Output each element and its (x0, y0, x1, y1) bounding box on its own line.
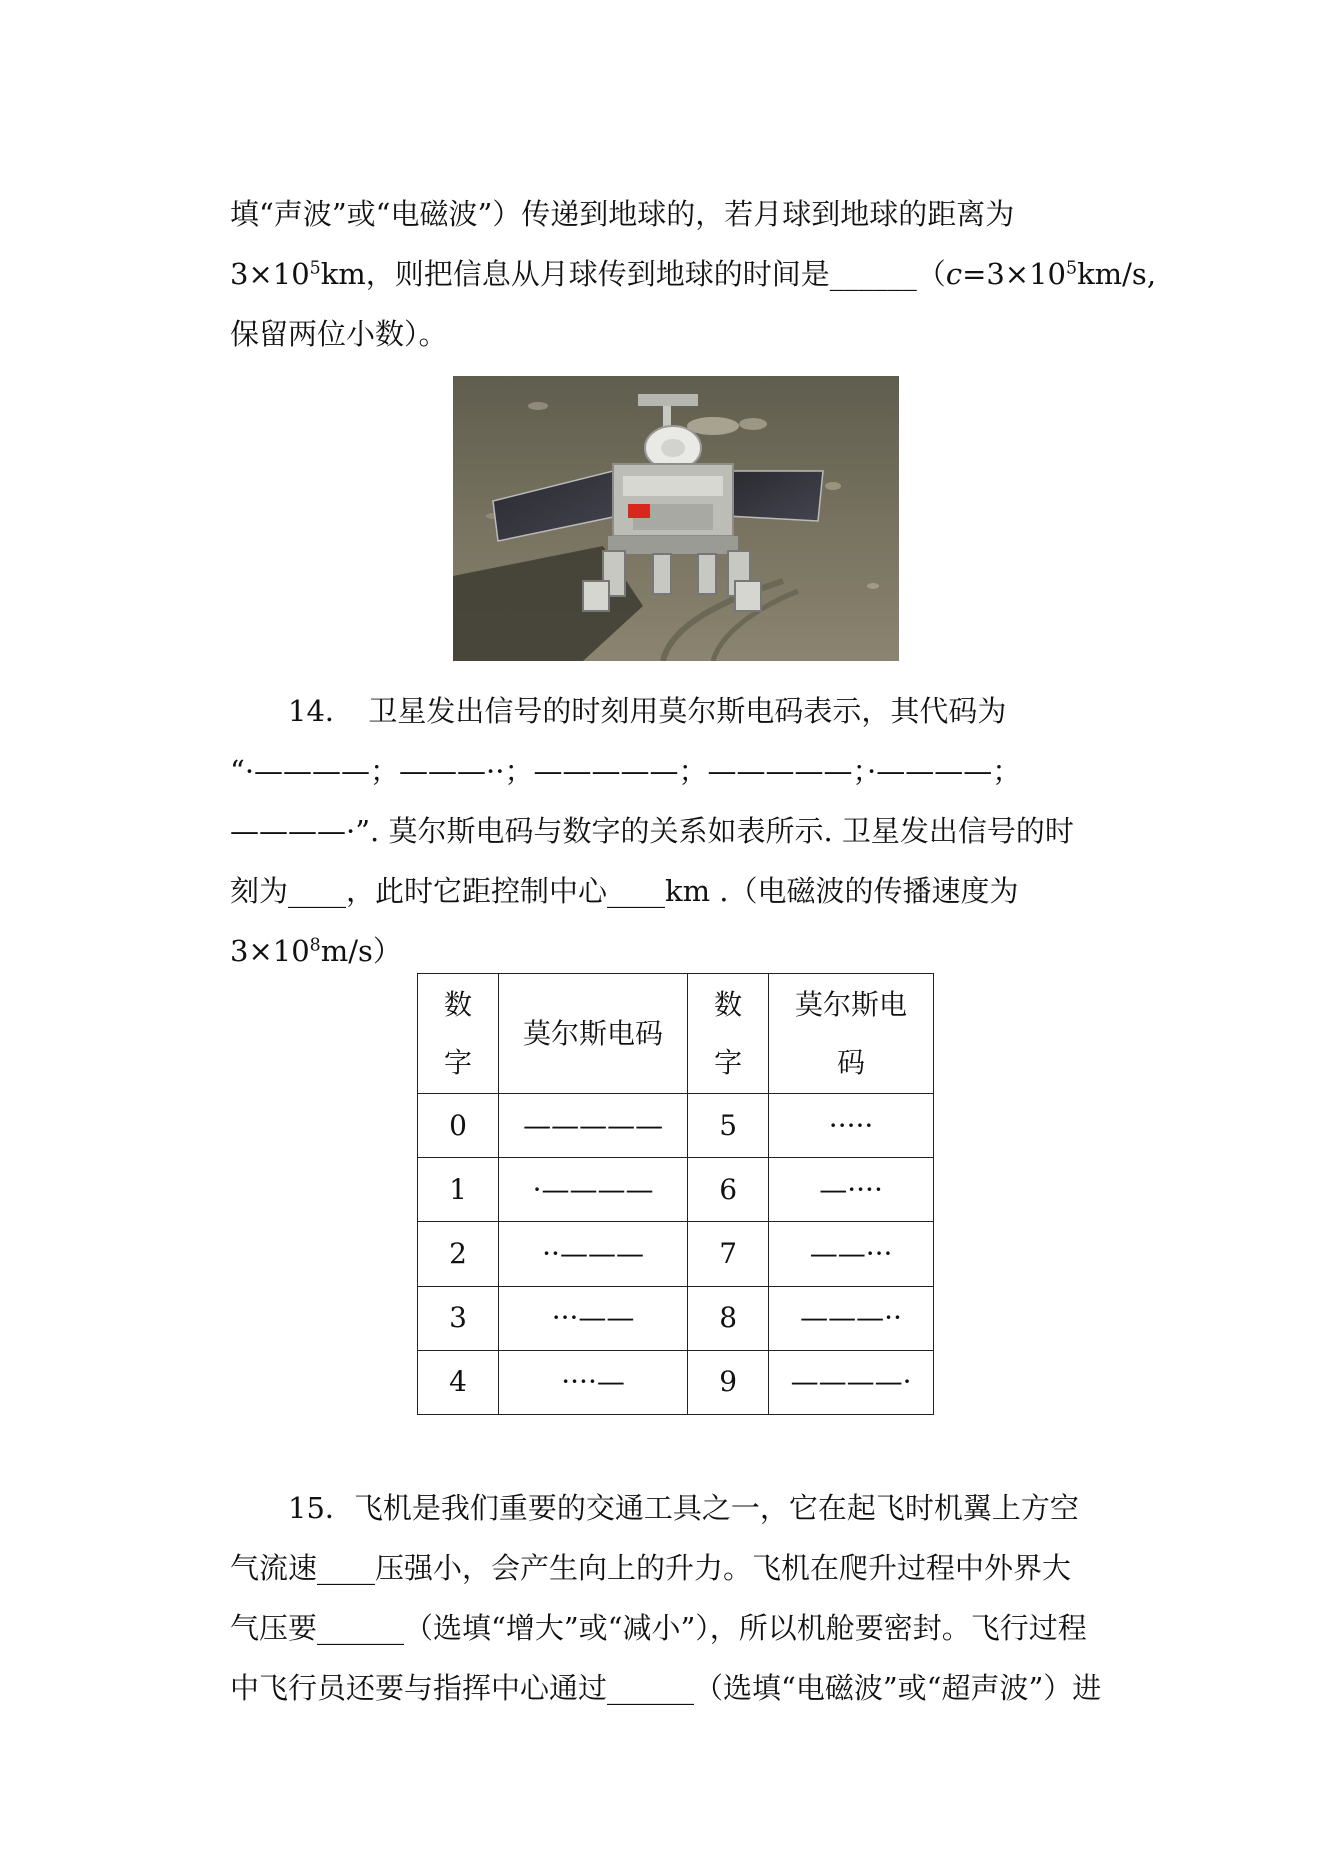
flag-icon (628, 504, 650, 518)
question-15-text (230, 1478, 1120, 1718)
table-row (418, 1286, 934, 1350)
q13-line-2-sup2: 5 (1066, 258, 1078, 279)
q15-line-2: 气流速____压强小，会产生向上的升力。飞机在爬升过程中外界大 (230, 1551, 1072, 1585)
digit-cell: 6 (688, 1158, 769, 1222)
table-row (418, 1350, 934, 1414)
q15-line-4: 中飞行员还要与指挥中心通过______（选填“电磁波”或“超声波”）进 (230, 1671, 1102, 1705)
digit-cell: 1 (418, 1158, 499, 1222)
q15-line-1: 15．飞机是我们重要的交通工具之一，它在起飞时机翼上方空 (288, 1491, 1079, 1525)
table-row (418, 1222, 934, 1286)
header-digit (418, 974, 499, 1094)
code-cell: ————· (769, 1350, 934, 1414)
q13-line-2-c: c (945, 257, 963, 291)
q13-line-2-sup: 5 (309, 258, 321, 279)
digit-cell: 5 (688, 1094, 769, 1158)
header-morse-code-2-line-2: 码 (837, 1045, 866, 1079)
q14-line-5-b: m/s） (320, 934, 402, 968)
code-cell: ———·· (769, 1286, 934, 1350)
q14-line-5-a: 3×10 (230, 934, 310, 968)
code-cell: ·———— (499, 1158, 688, 1222)
question-14-text (230, 681, 1120, 981)
header-digit-2-line-2: 字 (714, 1045, 743, 1079)
question-13-text (230, 184, 1157, 364)
code-cell: ··——— (499, 1222, 688, 1286)
header-morse-code-2-line-1: 莫尔斯电 (795, 987, 908, 1021)
digit-cell: 2 (418, 1222, 499, 1286)
q13-line-2-e: km/s, (1077, 257, 1157, 291)
q14-line-3: ————·”. 莫尔斯电码与数字的关系如表所示. 卫星发出信号的时 (230, 814, 1074, 848)
digit-cell: 4 (418, 1350, 499, 1414)
q13-line-2-b: km，则把信息从月球传到地球的时间是______（ (320, 257, 946, 291)
q13-line-2 (230, 244, 1157, 304)
code-cell: ····— (499, 1350, 688, 1414)
digit-cell: 0 (418, 1094, 499, 1158)
q13-line-2-d: =3×10 (962, 257, 1067, 291)
q14-line-2: “·————；———··；—————；—————；·————； (230, 754, 1022, 788)
digit-cell: 9 (688, 1350, 769, 1414)
q14-line-5 (230, 921, 1120, 981)
header-digit-2 (688, 974, 769, 1094)
q14-line-4: 刻为____，此时它距控制中心____km .（电磁波的传播速度为 (230, 874, 1019, 908)
q14-line-5-sup: 8 (309, 935, 321, 956)
digit-cell: 8 (688, 1286, 769, 1350)
code-cell: ——··· (769, 1222, 934, 1286)
q13-line-2-a: 3×10 (230, 257, 310, 291)
table-row (418, 1094, 934, 1158)
header-morse-code: 莫尔斯电码 (499, 974, 688, 1094)
digit-cell: 3 (418, 1286, 499, 1350)
q14-line-1: 14． 卫星发出信号的时刻用莫尔斯电码表示，其代码为 (288, 694, 1007, 728)
header-digit-2-line-1: 数 (714, 987, 743, 1021)
lunar-rover-illustration (453, 376, 899, 661)
morse-code-table (417, 973, 934, 1415)
q13-line-3: 保留两位小数）。 (230, 317, 448, 351)
digit-cell: 7 (688, 1222, 769, 1286)
table-row (418, 1158, 934, 1222)
code-cell: —···· (769, 1158, 934, 1222)
code-cell: ···—— (499, 1286, 688, 1350)
header-morse-code-2 (769, 974, 934, 1094)
q15-line-3: 气压要______（选填“增大”或“减小”），所以机舱要密封。飞行过程 (230, 1611, 1087, 1645)
code-cell: ····· (769, 1094, 934, 1158)
table-header-row (418, 974, 934, 1094)
lunar-rover-photo (453, 376, 899, 661)
code-cell: ————— (499, 1094, 688, 1158)
header-digit-line-1: 数 (443, 987, 472, 1021)
header-digit-line-2: 字 (443, 1045, 472, 1079)
q13-line-1: 填“声波”或“电磁波”）传递到地球的，若月球到地球的距离为 (230, 197, 1015, 231)
